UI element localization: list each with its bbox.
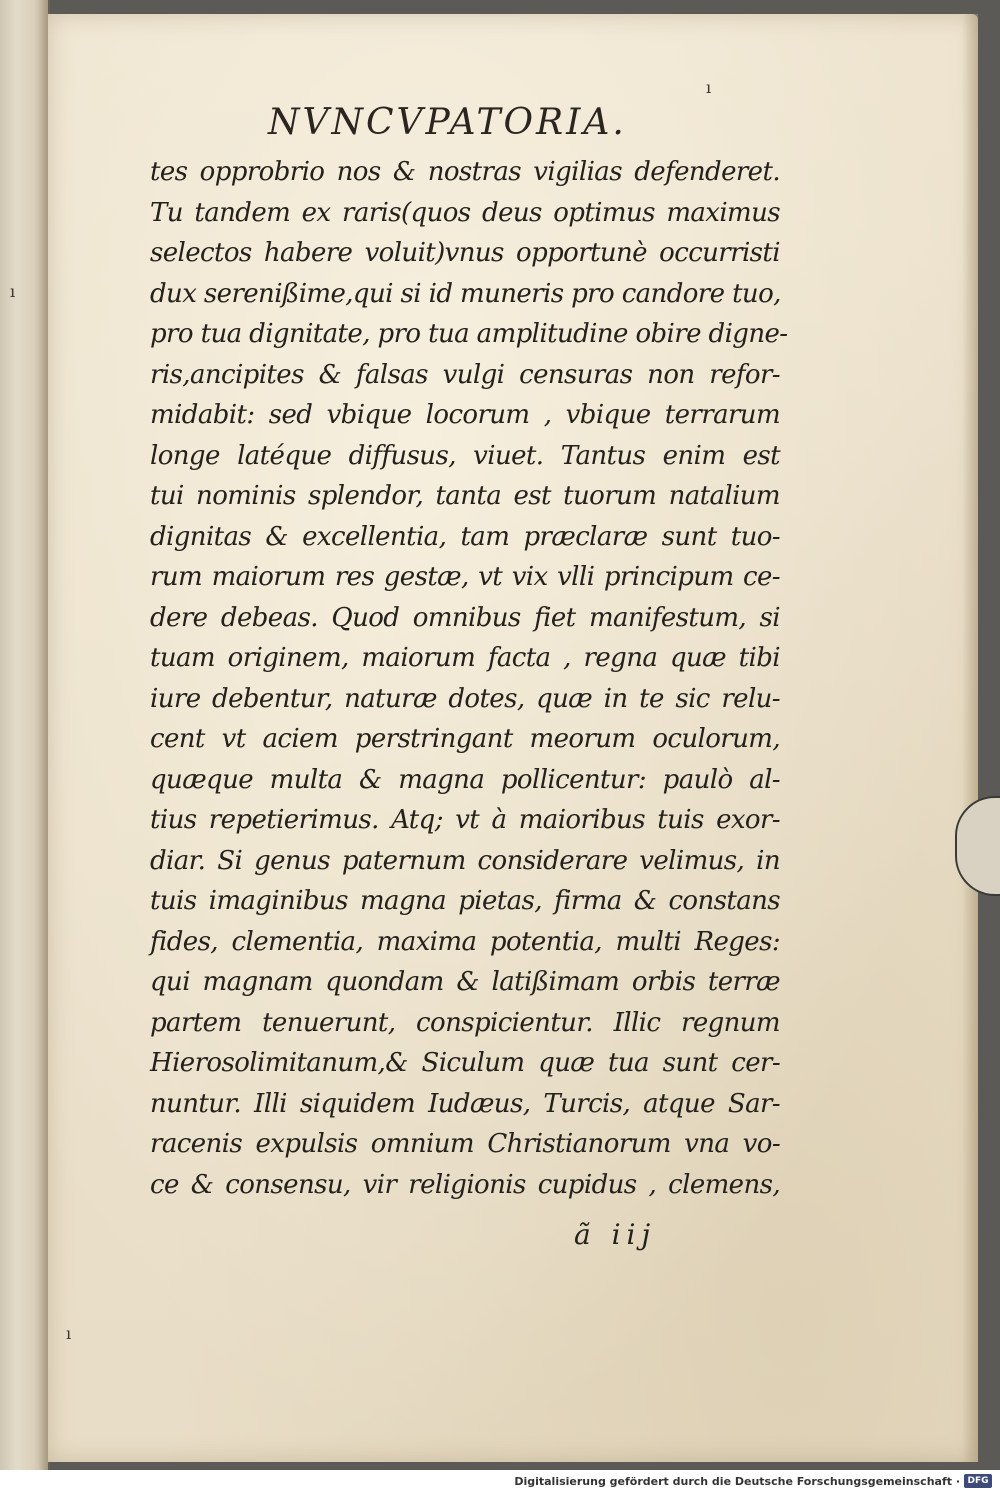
body-text [150, 152, 788, 1205]
text-line: partem tenuerunt, conspicientur. Illic regnum [150, 1007, 780, 1038]
left-tick-mark-upper: ı [10, 282, 16, 301]
text-line: tuis imaginibus magna pietas, firma & constans [150, 886, 780, 916]
left-tick-mark-lower: ı [66, 1324, 72, 1343]
text-line: Hierosolimitanum,& Siculum quæ tua sunt cer- [150, 1048, 780, 1078]
text-line: pro tua dignitate, pro tua amplitudine obire digne- [150, 319, 788, 349]
text-line: qui magnam quondam & latißimam orbis terræ [150, 967, 780, 997]
text-line: tius repetierimus. Atq; vt à maioribus tuis exor- [150, 805, 780, 835]
text-line: tuam originem, maiorum facta , regna quæ tibi [150, 643, 780, 673]
text-line: dere debeas. Quod omnibus fiet manifestum, si [150, 602, 780, 633]
top-tick-mark: ı [706, 78, 712, 97]
text-line: longe latéque diffusus, viuet. Tantus enim est [150, 440, 780, 471]
running-head: NVNCVPATORIA. [268, 102, 627, 143]
text-line: rum maiorum res gestæ, vt vix vlli principum ce- [150, 562, 780, 592]
text-line: cent vt aciem perstringant meorum oculorum, [150, 724, 780, 754]
page-edge-shading [962, 14, 978, 1462]
text-line: midabit: sed vbique locorum , vbique terrarum [150, 400, 780, 430]
text-line: fides, clementia, maxima potentia, multi Reges: [150, 926, 780, 957]
text-line: dux serenißime,qui si id muneris pro candore tuo, [150, 278, 781, 309]
dfg-logo: DFG [964, 1474, 992, 1488]
text-line: tes opprobrio nos & nostras vigilias defenderet. [150, 157, 780, 187]
signature-mark: ã iij [574, 1218, 657, 1251]
text-line: nuntur. Illi siquidem Iudæus, Turcis, atque Sar- [150, 1088, 780, 1119]
text-line: dignitas & excellentia, tam præclaræ sunt tuo- [150, 521, 780, 552]
text-line: ce & consensu, vir religionis cupidus , clemens, [150, 1169, 780, 1200]
footer-bar [0, 1470, 1000, 1495]
text-line: iure debentur, naturæ dotes, quæ in te sic relu- [150, 683, 780, 714]
text-line: selectos habere voluit)vnus opportunè occurristi [150, 238, 780, 268]
text-line: Tu tandem ex raris(quos deus optimus maximus [150, 197, 780, 228]
text-line: quæque multa & magna pollicentur: paulò al- [150, 764, 780, 795]
text-line: tui nominis splendor, tanta est tuorum natalium [150, 481, 780, 511]
text-line: diar. Si genus paternum considerare velimus, in [150, 845, 780, 876]
text-line: racenis expulsis omnium Christianorum vna vo- [150, 1129, 780, 1159]
footer-credit: Digitalisierung gefördert durch die Deutsche Forschungsgemeinschaft · [514, 1475, 960, 1488]
text-line: ris,ancipites & falsas vulgi censuras non refor- [150, 359, 780, 390]
